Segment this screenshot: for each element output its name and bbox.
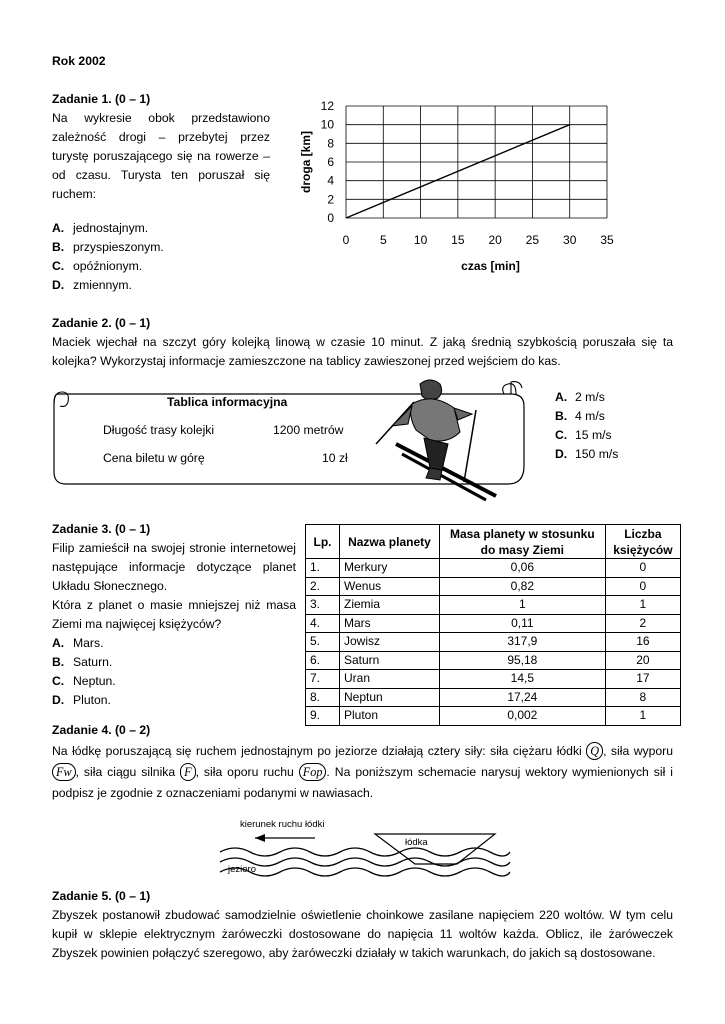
x-tick-label: 10 — [413, 233, 428, 247]
z1-option-c[interactable]: C. opóźnionym. — [52, 259, 143, 273]
z1-option-a[interactable]: A. jednostajnym. — [52, 221, 149, 235]
y-tick-label: 12 — [320, 99, 334, 113]
x-tick-label: 15 — [451, 233, 465, 247]
board-row2-label: Cena biletu w górę — [103, 451, 205, 465]
page-heading: Rok 2002 — [52, 54, 106, 68]
z1-option-d[interactable]: D. zmiennym. — [52, 278, 132, 292]
y-tick-label: 0 — [327, 211, 334, 225]
y-tick-label: 2 — [327, 192, 334, 207]
table-cell: 4. — [306, 614, 340, 633]
x-tick-label: 30 — [563, 233, 577, 247]
z4-title: Zadanie 4. (0 – 2) — [52, 723, 151, 737]
direction-label: kierunek ruchu łódki — [240, 819, 325, 830]
z1-line: od czasu. Turysta ten poruszał się — [52, 168, 270, 182]
z1-question — [52, 109, 270, 204]
z3-line: Ziemi ma najwięcej księżyców? — [52, 617, 222, 631]
table-row — [306, 559, 681, 578]
table-cell: 2. — [306, 577, 340, 596]
table-cell: Ziemia — [339, 596, 439, 615]
z3-title: Zadanie 3. (0 – 1) — [52, 522, 151, 536]
table-row — [306, 614, 681, 633]
z5-title: Zadanie 5. (0 – 1) — [52, 889, 151, 903]
z1-option-b[interactable]: B. przyspieszonym. — [52, 240, 164, 254]
z3-option-a[interactable]: A. Mars. — [52, 636, 104, 650]
table-cell: Wenus — [339, 577, 439, 596]
z1-line: zależność drogi – przebytej przez — [52, 130, 270, 144]
table-cell: 16 — [605, 633, 680, 652]
table-cell: Mars — [339, 614, 439, 633]
x-tick-label: 25 — [525, 233, 540, 247]
z3-question — [52, 539, 296, 634]
x-tick-label: 5 — [379, 233, 387, 247]
table-cell: Uran — [339, 670, 439, 689]
table-cell: 3. — [306, 596, 340, 615]
table-header-cell: Lp. — [306, 525, 340, 559]
table-row — [306, 577, 681, 596]
table-cell: 1. — [306, 559, 340, 578]
board-row1-value: 1200 metrów — [273, 423, 344, 437]
board-row1-label: Długość trasy kolejki — [103, 423, 215, 437]
x-axis-label: czas [min] — [461, 259, 520, 273]
table-cell: 20 — [605, 651, 680, 670]
z2-title: Zadanie 2. (0 – 1) — [52, 316, 151, 330]
vector-fop: Fop — [299, 763, 327, 781]
table-row — [306, 633, 681, 652]
z4-question: Na łódkę poruszającą się ruchem jednostajnym po jeziorze działają cztery siły: siła ciężaru łódki Q , siła wyporu Fw , siła ciągu silnika F , siła oporu ruchu Fop . Na poniższym schemacie narysuj wektory wymienionych sił i podpisz je zgodnie z oznaczeniami podanymi w nawiasach. — [52, 744, 673, 800]
table-cell: Saturn — [339, 651, 439, 670]
table-cell: 0,06 — [439, 559, 605, 578]
table-cell: 0,002 — [439, 707, 605, 726]
z1-line: Na wykresie obok przedstawiono — [52, 111, 270, 125]
table-cell: 0,82 — [439, 577, 605, 596]
table-header-cell: Nazwa planety — [339, 525, 439, 559]
z3-line: Układu Słonecznego. — [52, 579, 168, 593]
table-row — [306, 688, 681, 707]
x-tick-label: 35 — [600, 233, 614, 247]
table-cell: 8. — [306, 688, 340, 707]
z3-line: następujące informacje dotyczące planet — [52, 560, 296, 574]
z1-title: Zadanie 1. (0 – 1) — [52, 92, 151, 106]
z3-line: Filip zamieścił na swojej stronie internetowej — [52, 541, 296, 555]
table-cell: 0 — [605, 559, 680, 578]
planets-table — [305, 524, 681, 726]
distance-time-chart — [290, 92, 670, 282]
table-cell: Jowisz — [339, 633, 439, 652]
table-header-cell: Liczba księżyców — [605, 525, 680, 559]
table-cell: 7. — [306, 670, 340, 689]
y-tick-label: 6 — [327, 155, 334, 169]
skier-illustration — [368, 374, 498, 502]
lake-label: jezioro — [228, 864, 256, 875]
table-cell: 0 — [605, 577, 680, 596]
table-row — [306, 651, 681, 670]
table-cell: 1 — [439, 596, 605, 615]
table-cell: 9. — [306, 707, 340, 726]
z2-option-d[interactable]: D. 150 m/s — [555, 447, 619, 461]
z2-question: Maciek wjechał na szczyt góry kolejką linową w czasie 10 minut. Z jaką średnią szybkością poruszała się ta kolejka? Wykorzystaj informacje zamieszczone na tablicy zawieszonej przed wejściem do kas. — [52, 335, 673, 368]
board-title: Tablica informacyjna — [167, 395, 288, 409]
vector-fw: Fw — [52, 763, 76, 781]
table-cell: 0,11 — [439, 614, 605, 633]
table-cell: Pluton — [339, 707, 439, 726]
y-tick-label: 10 — [320, 117, 334, 132]
x-tick-label: 0 — [342, 233, 350, 247]
vector-f: F — [180, 763, 195, 781]
table-cell: 14,5 — [439, 670, 605, 689]
table-header-row — [306, 525, 681, 559]
z2-option-a[interactable]: A. 2 m/s — [555, 390, 605, 404]
z3-option-b[interactable]: B. Saturn. — [52, 655, 113, 669]
table-cell: 17 — [605, 670, 680, 689]
table-cell: Neptun — [339, 688, 439, 707]
y-tick-label: 4 — [327, 173, 334, 188]
z1-line: ruchem: — [52, 187, 97, 201]
table-cell: 6. — [306, 651, 340, 670]
table-row — [306, 670, 681, 689]
boat-label: łódka — [405, 837, 428, 848]
z3-option-c[interactable]: C. Neptun. — [52, 674, 116, 688]
vector-q: Q — [586, 742, 603, 760]
board-row2-value: 10 zł — [322, 451, 348, 465]
z1-line: turystę poruszającego się na rowerze – — [52, 149, 270, 163]
z2-option-b[interactable]: B. 4 m/s — [555, 409, 605, 423]
table-header-cell: Masa planety w stosunku do masy Ziemi — [439, 525, 605, 559]
table-row — [306, 596, 681, 615]
table-cell: 5. — [306, 633, 340, 652]
z3-line: Która z planet o masie mniejszej niż masa — [52, 598, 296, 612]
table-cell: 1 — [605, 707, 680, 726]
table-cell: 317,9 — [439, 633, 605, 652]
table-row — [306, 707, 681, 726]
table-cell: 95,18 — [439, 651, 605, 670]
x-tick-label: 20 — [488, 233, 502, 247]
table-cell: 2 — [605, 614, 680, 633]
z2-option-c[interactable]: C. 15 m/s — [555, 428, 612, 442]
y-tick-label: 8 — [327, 136, 334, 151]
table-cell: 17,24 — [439, 688, 605, 707]
z3-option-d[interactable]: D. Pluton. — [52, 693, 111, 707]
table-cell: Merkury — [339, 559, 439, 578]
y-axis-label: droga [km] — [299, 130, 313, 194]
table-cell: 8 — [605, 688, 680, 707]
table-cell: 1 — [605, 596, 680, 615]
z5-question: Zbyszek postanowił zbudować samodzielnie oświetlenie choinkowe zasilane napięciem 220 woltów. W tym celu kupił w sklepie elektrycznym żaróweczki dostosowane do napięcia 11 woltów każda. Oblicz, ile żaróweczek Zbyszek powinien połączyć szeregowo, aby żaróweczki działały w takich warunkach, do jakich są dostosowane. — [52, 908, 673, 960]
